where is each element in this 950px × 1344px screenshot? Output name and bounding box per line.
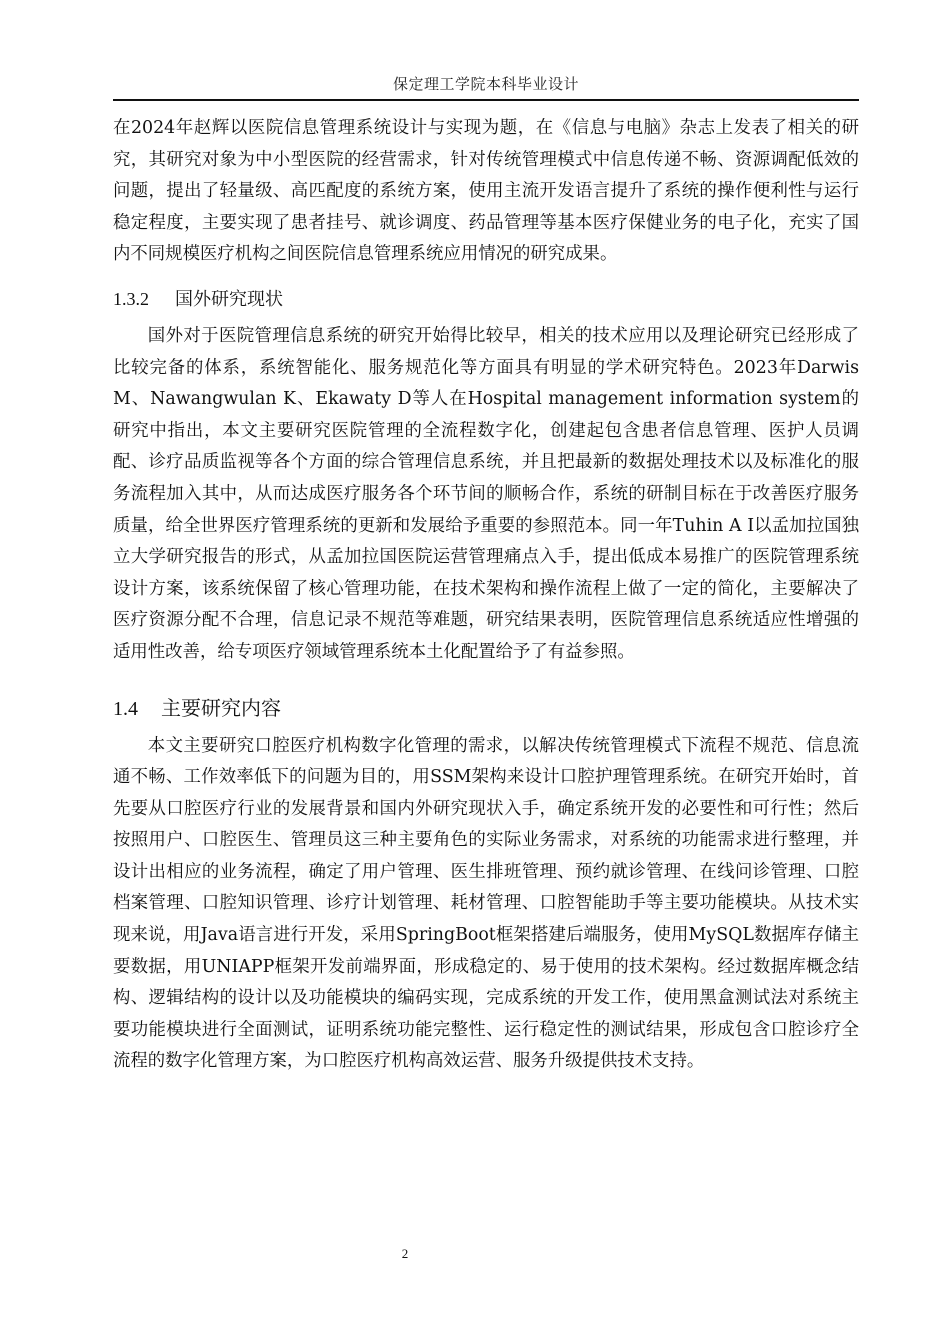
section-title: 国外研究现状 [175,288,283,310]
paragraph-main-research-content: 本文主要研究口腔医疗机构数字化管理的需求，以解决传统管理模式下流程不规范、信息流通不畅、工作效率低下的问题为目的，用SSM架构来设计口腔护理管理系统。在研究开始时，首先要从口腔医疗行业的发展背景和国内外研究现状入手，确定系统开发的必要性和可行性；然后按照用户、口腔医生、管理员这三种主要角色的实际业务需求，对系统的功能需求进行整理，并设计出相应的业务流程，确定了用户管理、医生排班管理、预约就诊管理、在线问诊管理、口腔档案管理、口腔知识管理、诊疗计划管理、耗材管理、口腔智能助手等主要功能模块。从技术实现来说，用Java语言进行开发，采用SpringBoot框架搭建后端服务，使用MySQL数据库存储主要数据，用UNIAPP框架开发前端界面，形成稳定的、易于使用的技术架构。经过数据库概念结构、逻辑结构的设计以及功能模块的编码实现，完成系统的开发工作，使用黑盒测试法对系统主要功能模块进行全面测试，证明系统功能完整性、运行稳定性的测试结果，形成包含口腔诊疗全流程的数字化管理方案，为口腔医疗机构高效运营、服务升级提供技术支持。 [113,735,859,1072]
header-divider [113,99,859,101]
page-header: 保定理工学院本科毕业设计 [392,75,579,93]
paragraph-domestic-research: 在2024年赵辉以医院信息管理系统设计与实现为题，在《信息与电脑》杂志上发表了相关的研究，其研究对象为中小型医院的经营需求，针对传统管理模式中信息传递不畅、资源调配低效的问题，提出了轻量级、高匹配度的系统方案，使用主流开发语言提升了系统的操作便利性与运行稳定程度，主要实现了患者挂号、就诊调度、药品管理等基本医疗保健业务的电子化，充实了国内不同规模医疗机构之间医院信息管理系统应用情况的研究成果。 [113,118,859,265]
section-heading-1-3-2 [113,283,859,316]
section-number: 1.4 [113,697,138,720]
page-number: 2 [401,1246,409,1261]
section-number: 1.3.2 [113,288,149,309]
section-title: 主要研究内容 [161,695,281,720]
document-body [113,113,859,1078]
section-heading-1-4 [113,691,859,726]
paragraph-foreign-research: 国外对于医院管理信息系统的研究开始得比较早，相关的技术应用以及理论研究已经形成了比较完备的体系，系统智能化、服务规范化等方面具有明显的学术研究特色。2023年Darwis M、Nawangwulan K、Ekawaty D等人在Hospital management information system的研究中指出，本文主要研究医院管理的全流程数字化，创建起包含患者信息管理、医护人员调配、诊疗品质监视等各个方面的综合管理信息系统，并且把最新的数据处理技术以及标准化的服务流程加入其中，从而达成医疗服务各个环节间的顺畅合作，系统的研制目标在于改善医疗服务质量，给全世界医疗管理系统的更新和发展给予重要的参照范本。同一年Tuhin A I以孟加拉国独立大学研究报告的形式，从孟加拉国医院运营管理痛点入手，提出低成本易推广的医院管理系统设计方案，该系统保留了核心管理功能，在技术架构和操作流程上做了一定的简化，主要解决了医疗资源分配不合理，信息记录不规范等难题，研究结果表明，医院管理信息系统适应性增强的适用性改善，给专项医疗领域管理系统本土化配置给予了有益参照。 [113,325,859,662]
